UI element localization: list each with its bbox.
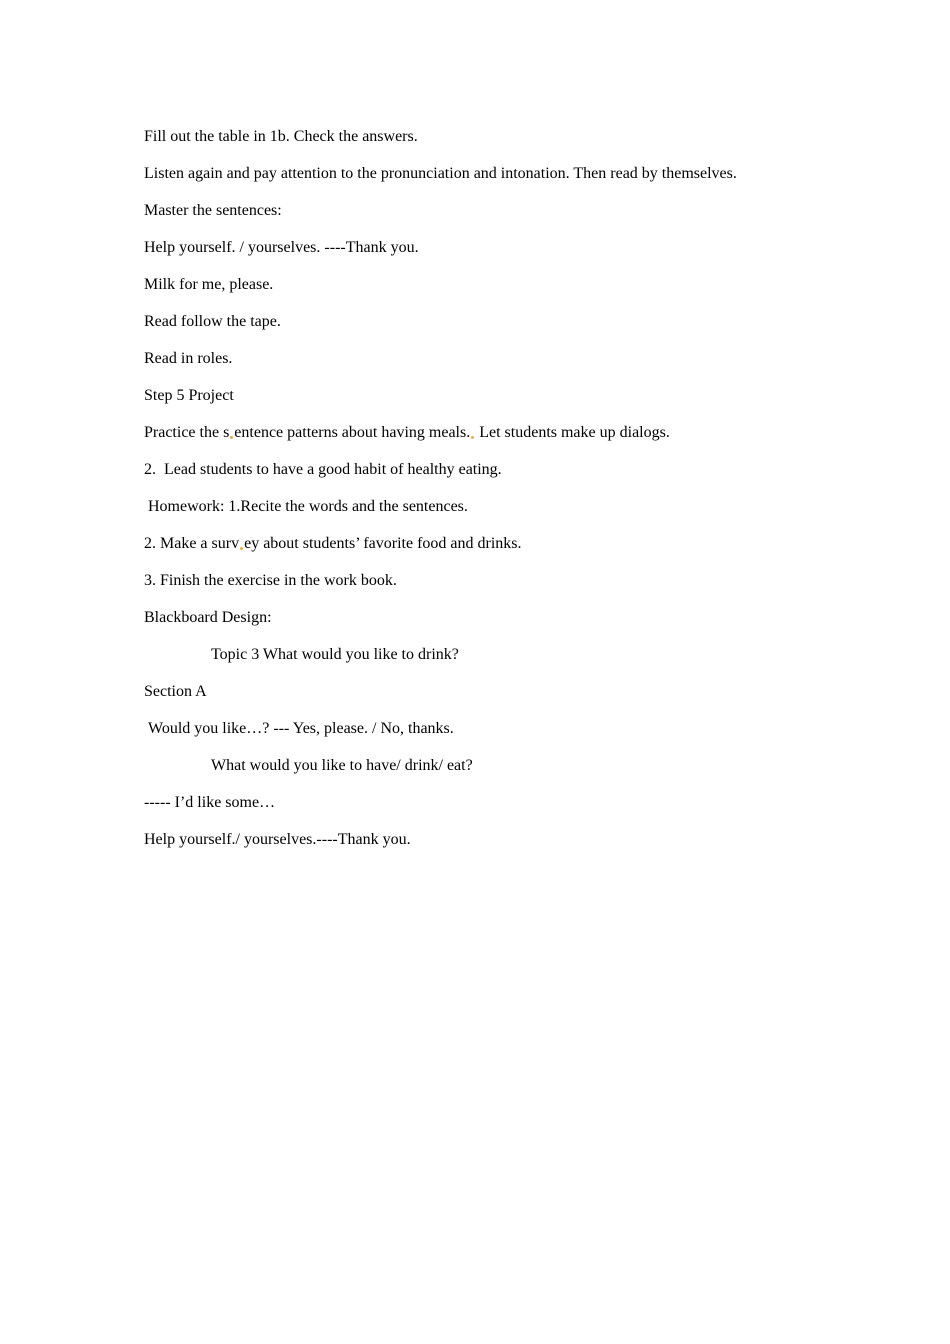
instruction-read-tape: Read follow the tape. — [144, 313, 281, 330]
practice-text-part-1: Practice the s — [144, 424, 230, 441]
sentence-milk: Milk for me, please. — [144, 276, 274, 293]
blackboard-section: Section A — [144, 683, 207, 700]
survey-text-part-1: 2. Make a surv — [144, 535, 240, 552]
practice-text-part-3: Let students make up dialogs. — [475, 424, 670, 441]
practice-text-part-2: entence patterns about having meals. — [234, 424, 471, 441]
instruction-listen-again: Listen again and pay attention to the pronunciation and intonation. Then read by themselves. — [144, 165, 737, 182]
heading-blackboard-design: Blackboard Design: — [144, 609, 272, 626]
sentence-help-yourself: Help yourself. / yourselves. ----Thank you. — [144, 239, 419, 256]
blackboard-topic-title: Topic 3 What would you like to drink? — [211, 646, 459, 663]
revision-mark-icon — [471, 436, 474, 439]
survey-text-part-2: ey about students’ favorite food and drinks. — [244, 535, 522, 552]
instruction-fill-table: Fill out the table in 1b. Check the answers. — [144, 128, 418, 145]
blackboard-help-yourself: Help yourself./ yourselves.----Thank you. — [144, 831, 411, 848]
homework-item-3: 3. Finish the exercise in the work book. — [144, 572, 397, 589]
blackboard-would-you-like: Would you like…? --- Yes, please. / No, thanks. — [148, 720, 454, 737]
heading-master-sentences: Master the sentences: — [144, 202, 282, 219]
instruction-healthy-eating: 2. Lead students to have a good habit of healthy eating. — [144, 461, 502, 478]
blackboard-what-would-you-like: What would you like to have/ drink/ eat? — [211, 757, 473, 774]
instruction-practice — [144, 423, 670, 443]
blackboard-id-like-some: ----- I’d like some… — [144, 794, 276, 811]
homework-item-1: Homework: 1.Recite the words and the sentences. — [148, 498, 468, 515]
instruction-read-roles: Read in roles. — [144, 350, 233, 367]
revision-mark-icon — [230, 436, 233, 439]
homework-item-2 — [144, 534, 522, 554]
heading-step-5: Step 5 Project — [144, 387, 234, 404]
revision-mark-icon — [240, 547, 243, 550]
